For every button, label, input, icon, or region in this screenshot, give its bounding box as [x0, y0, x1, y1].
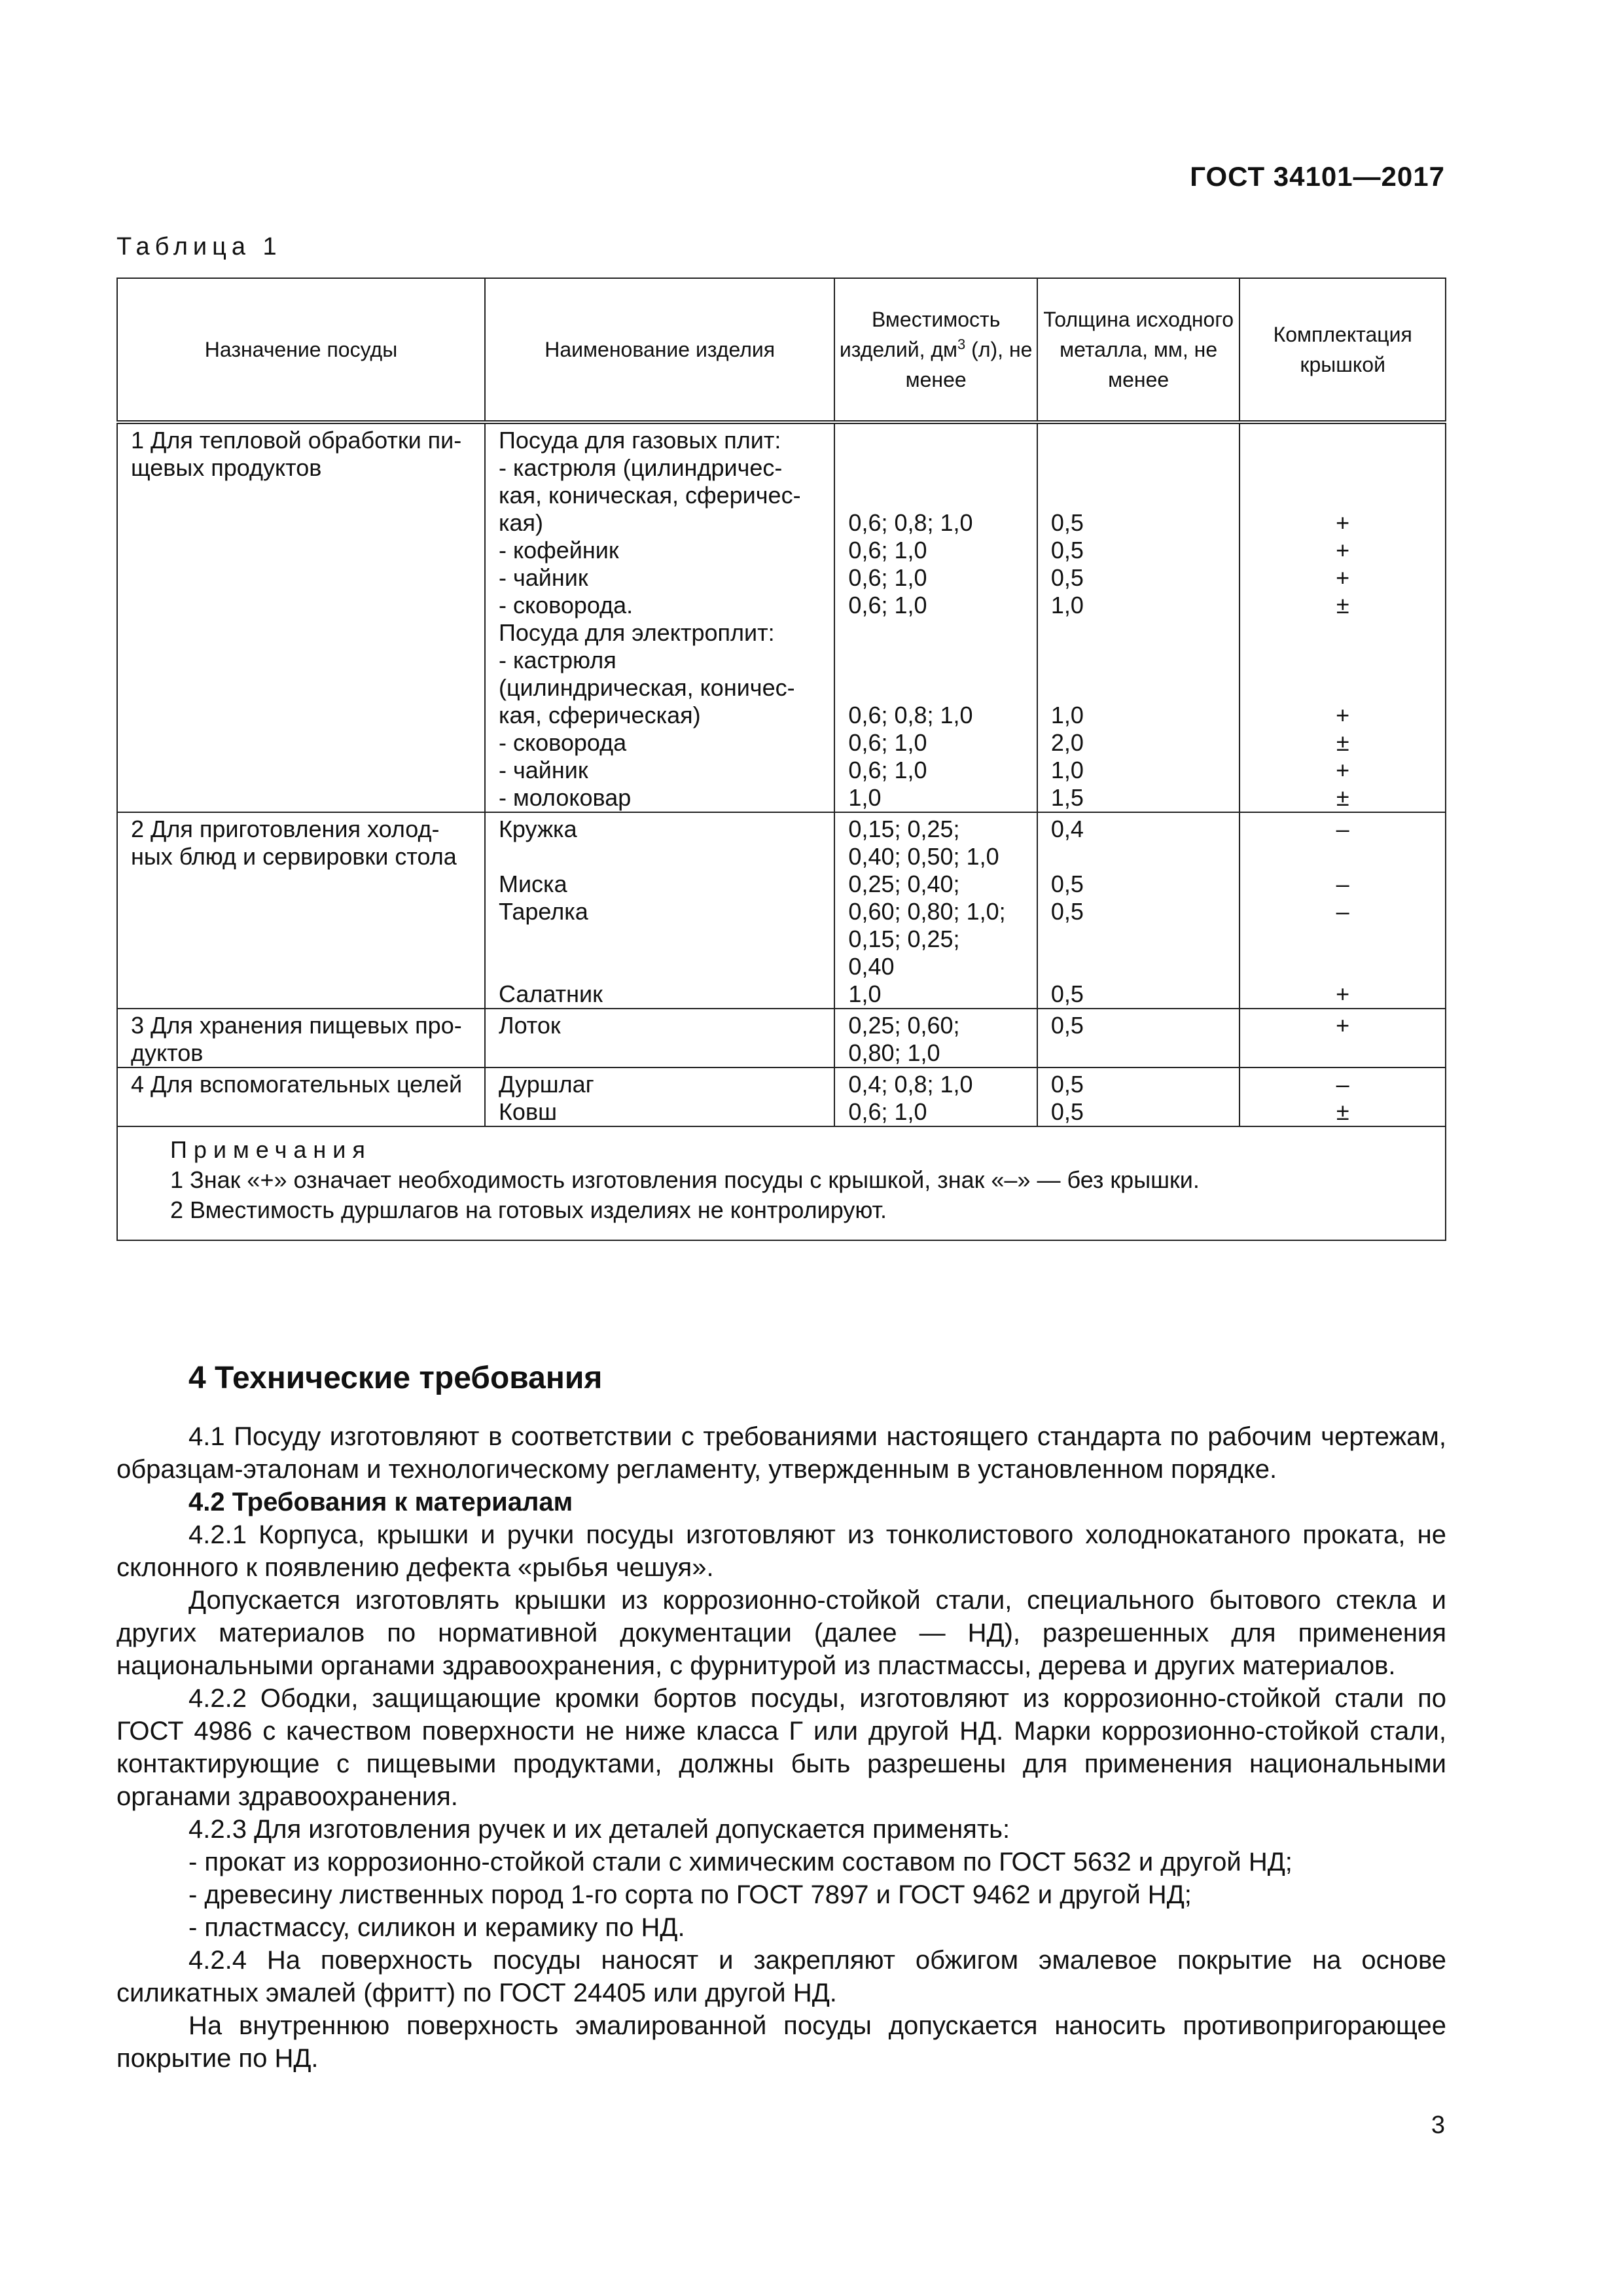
subsection-title: 4.2 Требования к материалам	[188, 1488, 573, 1516]
paragraph: 4.2.1 Корпуса, крышки и ручки посуды изготовляют из тонколистового холоднокатаного проката, не склонного к появлению дефекта «рыбья чешуя».	[116, 1520, 1446, 1582]
cell-line	[1051, 647, 1226, 674]
header-capacity	[834, 278, 1037, 422]
purpose-line: ных блюд и сервировки стола	[131, 843, 457, 870]
cell-line: +	[1336, 564, 1350, 591]
purpose-line: 1 Для тепловой обработки пи-	[131, 427, 462, 454]
purpose-line: дуктов	[131, 1039, 204, 1066]
paragraph: 4.2.3 Для изготовления ручек и их деталей допускается применять:	[188, 1815, 1010, 1844]
cell-capacity	[834, 422, 1037, 812]
header-thickness: Толщина исходного металла, мм, не менее	[1037, 278, 1240, 422]
cell-line: 1,0	[1050, 757, 1084, 783]
cell-line	[1240, 427, 1445, 454]
cell-line	[848, 427, 1023, 454]
table-row	[117, 812, 1446, 1009]
section-title: 4 Технические требования	[188, 1361, 603, 1395]
cell-line: 0,80; 1,0	[848, 1039, 940, 1066]
cell-line	[499, 843, 821, 870]
cell-thickness	[1037, 812, 1240, 1009]
cell-line: +	[1336, 980, 1350, 1007]
cell-line: 0,60; 0,80; 1,0;	[848, 898, 1006, 925]
header-product-name: Наименование изделия	[485, 278, 834, 422]
header-capacity-text: Вместимость изделий, дм	[839, 308, 1001, 361]
cell-line: –	[1336, 870, 1349, 897]
cell-line: - кофейник	[498, 537, 619, 564]
cell-line	[499, 925, 821, 953]
cell-line	[848, 454, 1023, 482]
cell-capacity	[834, 1067, 1037, 1126]
purpose-line: 4 Для вспомогательных целей	[131, 1071, 463, 1098]
cell-line: 0,5	[1050, 870, 1084, 897]
cell-line: 0,5	[1050, 537, 1084, 564]
cell-line: 0,6; 0,8; 1,0	[848, 702, 973, 728]
cell-line: - кастрюля	[498, 647, 616, 673]
list-item: - пластмассу, силикон и керамику по НД.	[188, 1913, 685, 1942]
table-header-row	[117, 278, 1446, 422]
cell-line: 1,0	[848, 784, 882, 811]
paragraph: На внутреннюю поверхность эмалированной посуды допускается наносить противопригорающее покрытие по НД.	[116, 2011, 1446, 2073]
purpose-line: щевых продуктов	[131, 454, 322, 481]
cell-line: +	[1336, 1012, 1350, 1039]
cell-line: кая)	[498, 509, 543, 536]
section-body	[116, 1420, 1446, 2075]
cell-line: –	[1336, 816, 1349, 842]
table-row	[117, 1067, 1446, 1126]
table-notes	[117, 1126, 1446, 1240]
paragraph: 4.1 Посуду изготовляют в соответствии с требованиями настоящего стандарта по рабочим чертежам, образцам-эталонам и технологическому регламенту, утвержденным в установленном порядке.	[116, 1422, 1446, 1484]
cell-capacity	[834, 1009, 1037, 1067]
cell-lid	[1240, 812, 1446, 1009]
cell-line: Тарелка	[498, 898, 588, 925]
cell-line: 0,5	[1050, 1012, 1084, 1039]
cell-line	[1240, 619, 1445, 647]
cell-line: ±	[1336, 1098, 1349, 1125]
cell-line: Миска	[498, 870, 567, 897]
cell-line: 0,40	[848, 953, 895, 980]
cell-line	[1240, 454, 1445, 482]
page-number: 3	[1431, 2111, 1445, 2139]
cell-line: 1,0	[848, 980, 882, 1007]
cell-line: 1,5	[1050, 784, 1084, 811]
cell-line: 0,6; 1,0	[848, 757, 927, 783]
cell-line: ±	[1336, 729, 1349, 756]
cell-product-name	[485, 422, 834, 812]
cell-line	[848, 674, 1023, 702]
specs-table	[116, 278, 1446, 1241]
cell-line	[1240, 674, 1445, 702]
cell-line	[1051, 925, 1226, 953]
cell-thickness	[1037, 1067, 1240, 1126]
cell-line: - сковорода	[498, 729, 627, 756]
cell-line	[1051, 427, 1226, 454]
header-purpose: Назначение посуды	[117, 278, 485, 422]
table-row	[117, 422, 1446, 812]
cell-line: +	[1336, 509, 1350, 536]
cell-line	[848, 647, 1023, 674]
header-capacity-tail: (л), не менее	[905, 338, 1033, 391]
cell-line: –	[1336, 1071, 1349, 1098]
cell-line: +	[1336, 702, 1350, 728]
cell-line: - чайник	[498, 564, 588, 591]
cell-line: +	[1336, 537, 1350, 564]
cell-product-name	[485, 1067, 834, 1126]
cell-purpose	[117, 422, 485, 812]
cell-thickness	[1037, 422, 1240, 812]
cell-line	[848, 482, 1023, 509]
table-row	[117, 1009, 1446, 1067]
cell-line: - молоковар	[498, 784, 632, 811]
cell-line: 0,25; 0,60;	[848, 1012, 960, 1039]
cell-line	[848, 619, 1023, 647]
header-capacity-sup: 3	[957, 336, 966, 353]
cell-line	[1051, 953, 1226, 980]
cell-line: Лоток	[498, 1012, 561, 1039]
cell-line: кая, сферическая)	[498, 702, 701, 728]
cell-line: 0,5	[1050, 1071, 1084, 1098]
cell-line: +	[1336, 757, 1350, 783]
cell-product-name	[485, 812, 834, 1009]
cell-line: ±	[1336, 784, 1349, 811]
cell-line	[1051, 454, 1226, 482]
cell-line: Посуда для электроплит:	[498, 619, 775, 646]
table-caption: Таблица 1	[116, 233, 282, 260]
cell-line: 0,5	[1050, 509, 1084, 536]
cell-line: - сковорода.	[498, 592, 633, 619]
cell-line	[1240, 843, 1445, 870]
cell-line: 0,6; 1,0	[848, 537, 927, 564]
cell-lid	[1240, 1009, 1446, 1067]
cell-line: –	[1336, 898, 1349, 925]
cell-line: ±	[1336, 592, 1349, 619]
cell-lid	[1240, 422, 1446, 812]
cell-line: 0,6; 1,0	[848, 592, 927, 619]
cell-line: 0,5	[1050, 898, 1084, 925]
cell-line: Посуда для газовых плит:	[498, 427, 781, 454]
cell-line	[1051, 482, 1226, 509]
cell-line: 0,6; 0,8; 1,0	[848, 509, 973, 536]
cell-line: 0,15; 0,25;	[848, 925, 960, 952]
cell-line: 0,25; 0,40;	[848, 870, 960, 897]
cell-purpose	[117, 1009, 485, 1067]
cell-line: 0,6; 1,0	[848, 564, 927, 591]
cell-line	[1051, 674, 1226, 702]
cell-line: кая, коническая, сферичес-	[498, 482, 801, 509]
cell-line: 0,5	[1050, 980, 1084, 1007]
cell-capacity	[834, 812, 1037, 1009]
cell-line	[1051, 843, 1226, 870]
cell-line	[1240, 953, 1445, 980]
cell-line: 0,6; 1,0	[848, 729, 927, 756]
note-2: 2 Вместимость дуршлагов на готовых изделиях не контролируют.	[170, 1196, 887, 1223]
cell-line: 0,6; 1,0	[848, 1098, 927, 1125]
list-item: - прокат из коррозионно-стойкой стали с химическим составом по ГОСТ 5632 и другой НД;	[188, 1848, 1293, 1876]
note-1: 1 Знак «+» означает необходимость изготовления посуды с крышкой, знак «–» — без крышки.	[170, 1166, 1200, 1193]
cell-line	[1240, 482, 1445, 509]
cell-line	[1051, 619, 1226, 647]
cell-line	[1240, 1039, 1445, 1067]
document-id: ГОСТ 34101—2017	[1190, 161, 1445, 192]
cell-line	[1240, 647, 1445, 674]
cell-line: 1,0	[1050, 592, 1084, 619]
table-notes-row	[117, 1126, 1446, 1240]
cell-line	[1240, 925, 1445, 953]
notes-title: Примечания	[170, 1136, 372, 1163]
cell-line: 0,40; 0,50; 1,0	[848, 843, 999, 870]
purpose-line: 3 Для хранения пищевых про-	[131, 1012, 462, 1039]
cell-lid	[1240, 1067, 1446, 1126]
header-lid: Комплектация крышкой	[1240, 278, 1446, 422]
cell-line: Ковш	[498, 1098, 557, 1125]
cell-line: - чайник	[498, 757, 588, 783]
cell-line: 1,0	[1050, 702, 1084, 728]
cell-line	[499, 1039, 821, 1067]
cell-purpose	[117, 1067, 485, 1126]
cell-line: 0,4	[1050, 816, 1084, 842]
cell-line: Салатник	[498, 980, 603, 1007]
cell-line: (цилиндрическая, коничес-	[498, 674, 795, 701]
cell-line: 0,4; 0,8; 1,0	[848, 1071, 973, 1098]
paragraph: 4.2.2 Ободки, защищающие кромки бортов посуды, изготовляют из коррозионно-стойкой стали по ГОСТ 4986 с качеством поверхности не ниже класса Г или другой НД. Марки коррозионно-стойкой стали, контактирующие с пищевыми продуктами, должны быть разрешены для применения национальными органами здравоохранения.	[116, 1684, 1446, 1811]
cell-line: - кастрюля (цилиндричес-	[498, 454, 783, 481]
cell-line: 2,0	[1050, 729, 1084, 756]
cell-line: 0,5	[1050, 1098, 1084, 1125]
cell-line: Кружка	[498, 816, 577, 842]
cell-purpose	[117, 812, 485, 1009]
cell-line	[499, 953, 821, 980]
cell-line: 0,5	[1050, 564, 1084, 591]
cell-product-name	[485, 1009, 834, 1067]
purpose-line: 2 Для приготовления холод-	[131, 816, 440, 842]
cell-line	[1051, 1039, 1226, 1067]
cell-line: 0,15; 0,25;	[848, 816, 960, 842]
cell-line: Дуршлаг	[498, 1071, 594, 1098]
paragraph: Допускается изготовлять крышки из коррозионно-стойкой стали, специального бытового стекла и других материалов по нормативной документации (далее — НД), разрешенных для применения национальными органами здравоохранения, с фурнитурой из пластмассы, дерева и других материалов.	[116, 1586, 1446, 1680]
cell-thickness	[1037, 1009, 1240, 1067]
paragraph: 4.2.4 На поверхность посуды наносят и закрепляют обжигом эмалевое покрытие на основе силикатных эмалей (фритт) по ГОСТ 24405 или другой НД.	[116, 1946, 1446, 2007]
list-item: - древесину лиственных пород 1-го сорта по ГОСТ 7897 и ГОСТ 9462 и другой НД;	[188, 1880, 1192, 1909]
table-body	[117, 422, 1446, 1126]
